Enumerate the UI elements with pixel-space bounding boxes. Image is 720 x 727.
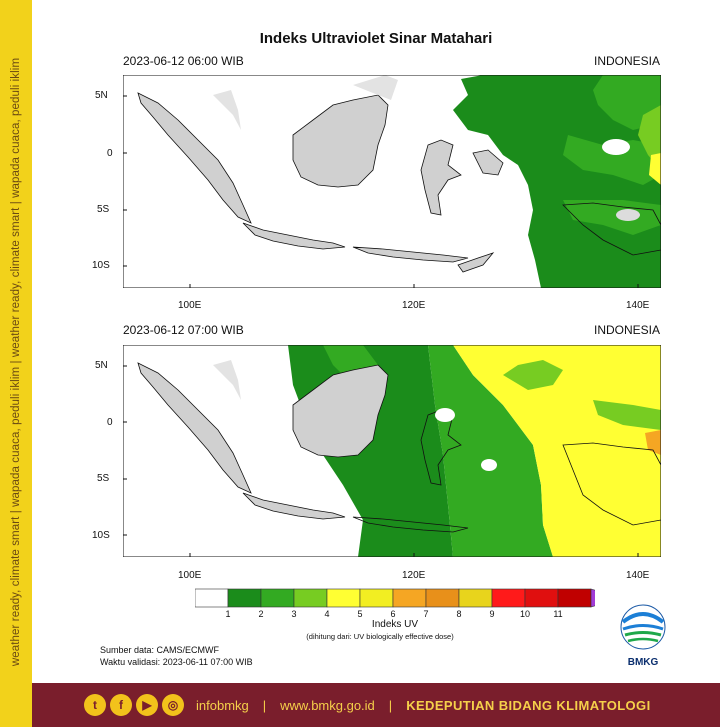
bmkg-logo-text: BMKG bbox=[627, 657, 659, 668]
colorbar-tick-label: 9 bbox=[489, 609, 495, 619]
sidebar-banner bbox=[0, 0, 32, 727]
colorbar-tick-label: 1 bbox=[225, 609, 231, 619]
chart-title: Indeks Ultraviolet Sinar Matahari bbox=[259, 30, 493, 47]
x-tick-120e: 120E bbox=[402, 300, 426, 311]
colorbar-segment bbox=[294, 589, 327, 607]
colorbar-tick-label: 11 bbox=[553, 609, 563, 619]
x-tick-140e: 140E bbox=[626, 300, 650, 311]
colorbar-subtitle: (dihitung dari: UV biologically effective dose) bbox=[306, 632, 454, 641]
y-tick-5s: 5S bbox=[97, 204, 110, 215]
y-tick-0: 0 bbox=[107, 148, 113, 159]
colorbar-segment bbox=[261, 589, 294, 607]
y-tick-5n: 5N bbox=[95, 360, 108, 371]
source-data: Sumber data: CAMS/ECMWF bbox=[100, 645, 220, 655]
panel-1-time: 2023-06-12 06:00 WIB bbox=[123, 54, 244, 68]
y-tick-10s: 10S bbox=[92, 530, 110, 541]
panel-2-time: 2023-06-12 07:00 WIB bbox=[123, 323, 244, 337]
colorbar-title: Indeks UV bbox=[371, 619, 419, 630]
colorbar-segment bbox=[459, 589, 492, 607]
panel-1-region: INDONESIA bbox=[594, 54, 661, 68]
colorbar-segment bbox=[426, 589, 459, 607]
map-panel-0600 bbox=[123, 75, 661, 288]
footer-bar bbox=[32, 683, 720, 727]
y-tick-10s: 10S bbox=[92, 260, 110, 271]
colorbar-tick-label: 6 bbox=[390, 609, 396, 619]
twitter-icon[interactable]: t bbox=[84, 694, 106, 716]
uv-field-1b bbox=[616, 209, 640, 221]
sidebar-tagline: weather ready, climate smart | wapada cuaca, peduli iklim | weather ready, climate smart | wapada cuaca, peduli iklim bbox=[10, 57, 22, 667]
footer-separator: | bbox=[388, 697, 393, 713]
colorbar-segment bbox=[360, 589, 393, 607]
uv-field-1 bbox=[602, 139, 630, 155]
youtube-icon[interactable]: ▶ bbox=[136, 694, 158, 716]
social-handle[interactable]: infobmkg bbox=[196, 697, 249, 713]
org-name: KEDEPUTIAN BIDANG KLIMATOLOGI bbox=[406, 697, 651, 713]
facebook-icon[interactable]: f bbox=[110, 694, 132, 716]
colorbar-segment bbox=[525, 589, 558, 607]
x-tick-100e: 100E bbox=[178, 570, 202, 581]
website-link[interactable]: www.bmkg.go.id bbox=[280, 697, 375, 713]
uv-field-1b bbox=[481, 459, 497, 471]
map-panel-0700 bbox=[123, 345, 661, 557]
colorbar-segment bbox=[195, 589, 228, 607]
x-tick-140e: 140E bbox=[626, 570, 650, 581]
colorbar-segment bbox=[228, 589, 261, 607]
x-tick-120e: 120E bbox=[402, 570, 426, 581]
instagram-icon[interactable]: ◎ bbox=[162, 694, 184, 716]
colorbar-segment bbox=[327, 589, 360, 607]
colorbar-tick-label: 2 bbox=[258, 609, 264, 619]
x-tick-100e: 100E bbox=[178, 300, 202, 311]
bmkg-logo bbox=[617, 604, 669, 668]
colorbar-arrow bbox=[591, 589, 595, 607]
colorbar-segment bbox=[492, 589, 525, 607]
colorbar-segment bbox=[393, 589, 426, 607]
y-tick-0: 0 bbox=[107, 417, 113, 428]
y-tick-5s: 5S bbox=[97, 473, 110, 484]
colorbar-tick-label: 5 bbox=[357, 609, 363, 619]
uv-field-1 bbox=[435, 408, 455, 422]
y-tick-5n: 5N bbox=[95, 90, 108, 101]
panel-2-region: INDONESIA bbox=[594, 323, 661, 337]
footer-separator: | bbox=[262, 697, 267, 713]
colorbar-tick-label: 4 bbox=[324, 609, 330, 619]
bmkg-emblem-icon bbox=[619, 604, 667, 650]
colorbar-segment bbox=[558, 589, 591, 607]
colorbar-tick-label: 10 bbox=[519, 609, 531, 619]
colorbar-tick-label: 8 bbox=[456, 609, 462, 619]
colorbar-tick-label: 3 bbox=[291, 609, 297, 619]
validity-time: Waktu validasi: 2023-06-11 07:00 WIB bbox=[100, 657, 253, 667]
colorbar-tick-label: 7 bbox=[423, 609, 429, 619]
